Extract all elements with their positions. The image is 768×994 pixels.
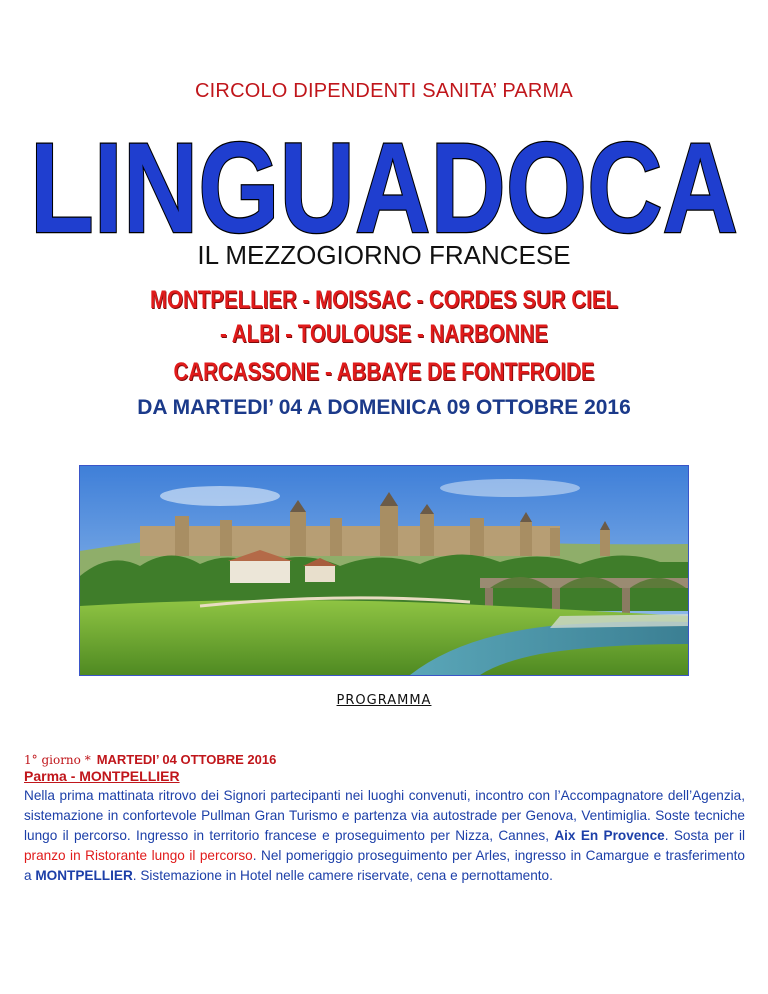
day-1-text-c: . Nel pomeriggio proseguimento per Arles, ingresso in Camargue e trasferimento a [24, 848, 745, 883]
main-title [0, 104, 768, 244]
cities-line-1: MONTPELLIER - MOISSAC - CORDES SUR CIEL [149, 286, 619, 314]
day-1-montpellier: MONTPELLIER [35, 868, 133, 883]
day-1-description [24, 786, 745, 886]
cities-line-2: - ALBI - TOULOUSE - NARBONNE [220, 320, 548, 348]
trip-dates: DA MARTEDI’ 04 A DOMENICA 09 OTTOBRE 2016 [137, 396, 631, 419]
day-1-route: Parma - MONTPELLIER [24, 768, 180, 784]
cities-line-3: CARCASSONE - ABBAYE DE FONTFROIDE [173, 358, 595, 386]
day-1-date: MARTEDI’ 04 OTTOBRE 2016 [96, 752, 277, 767]
main-title-text: LINGUADOCA [30, 117, 738, 244]
organization-name: CIRCOLO DIPENDENTI SANITA’ PARMA [195, 80, 573, 102]
subtitle: IL MEZZOGIORNO FRANCESE [197, 240, 571, 270]
carcassonne-photo [79, 465, 689, 676]
day-1-aix: Aix En Provence [554, 828, 665, 843]
day-1-header [24, 752, 276, 768]
day-1-lunch: pranzo in Ristorante lungo il percorso [24, 848, 253, 863]
day-1-text-d: . Sistemazione in Hotel nelle camere riservate, cena e pernottamento. [132, 868, 553, 883]
programma-heading: PROGRAMMA [336, 693, 432, 708]
day-1-text-b: . Sosta per il [664, 828, 746, 843]
day-1-number: 1° giorno * [24, 753, 91, 767]
day-1-text-a: Nella prima mattinata ritrovo dei Signori partecipanti nei luoghi convenuti, incontro con l’Accompagnatore dell’Agenzia, sistemazione in confortevole Pullman Gran Turismo e partenza via autostrade per Genova, Ventimiglia. Soste tecniche lungo il percorso. Ingresso in territorio francese e proseguimento per Nizza, Cannes, [24, 788, 745, 843]
